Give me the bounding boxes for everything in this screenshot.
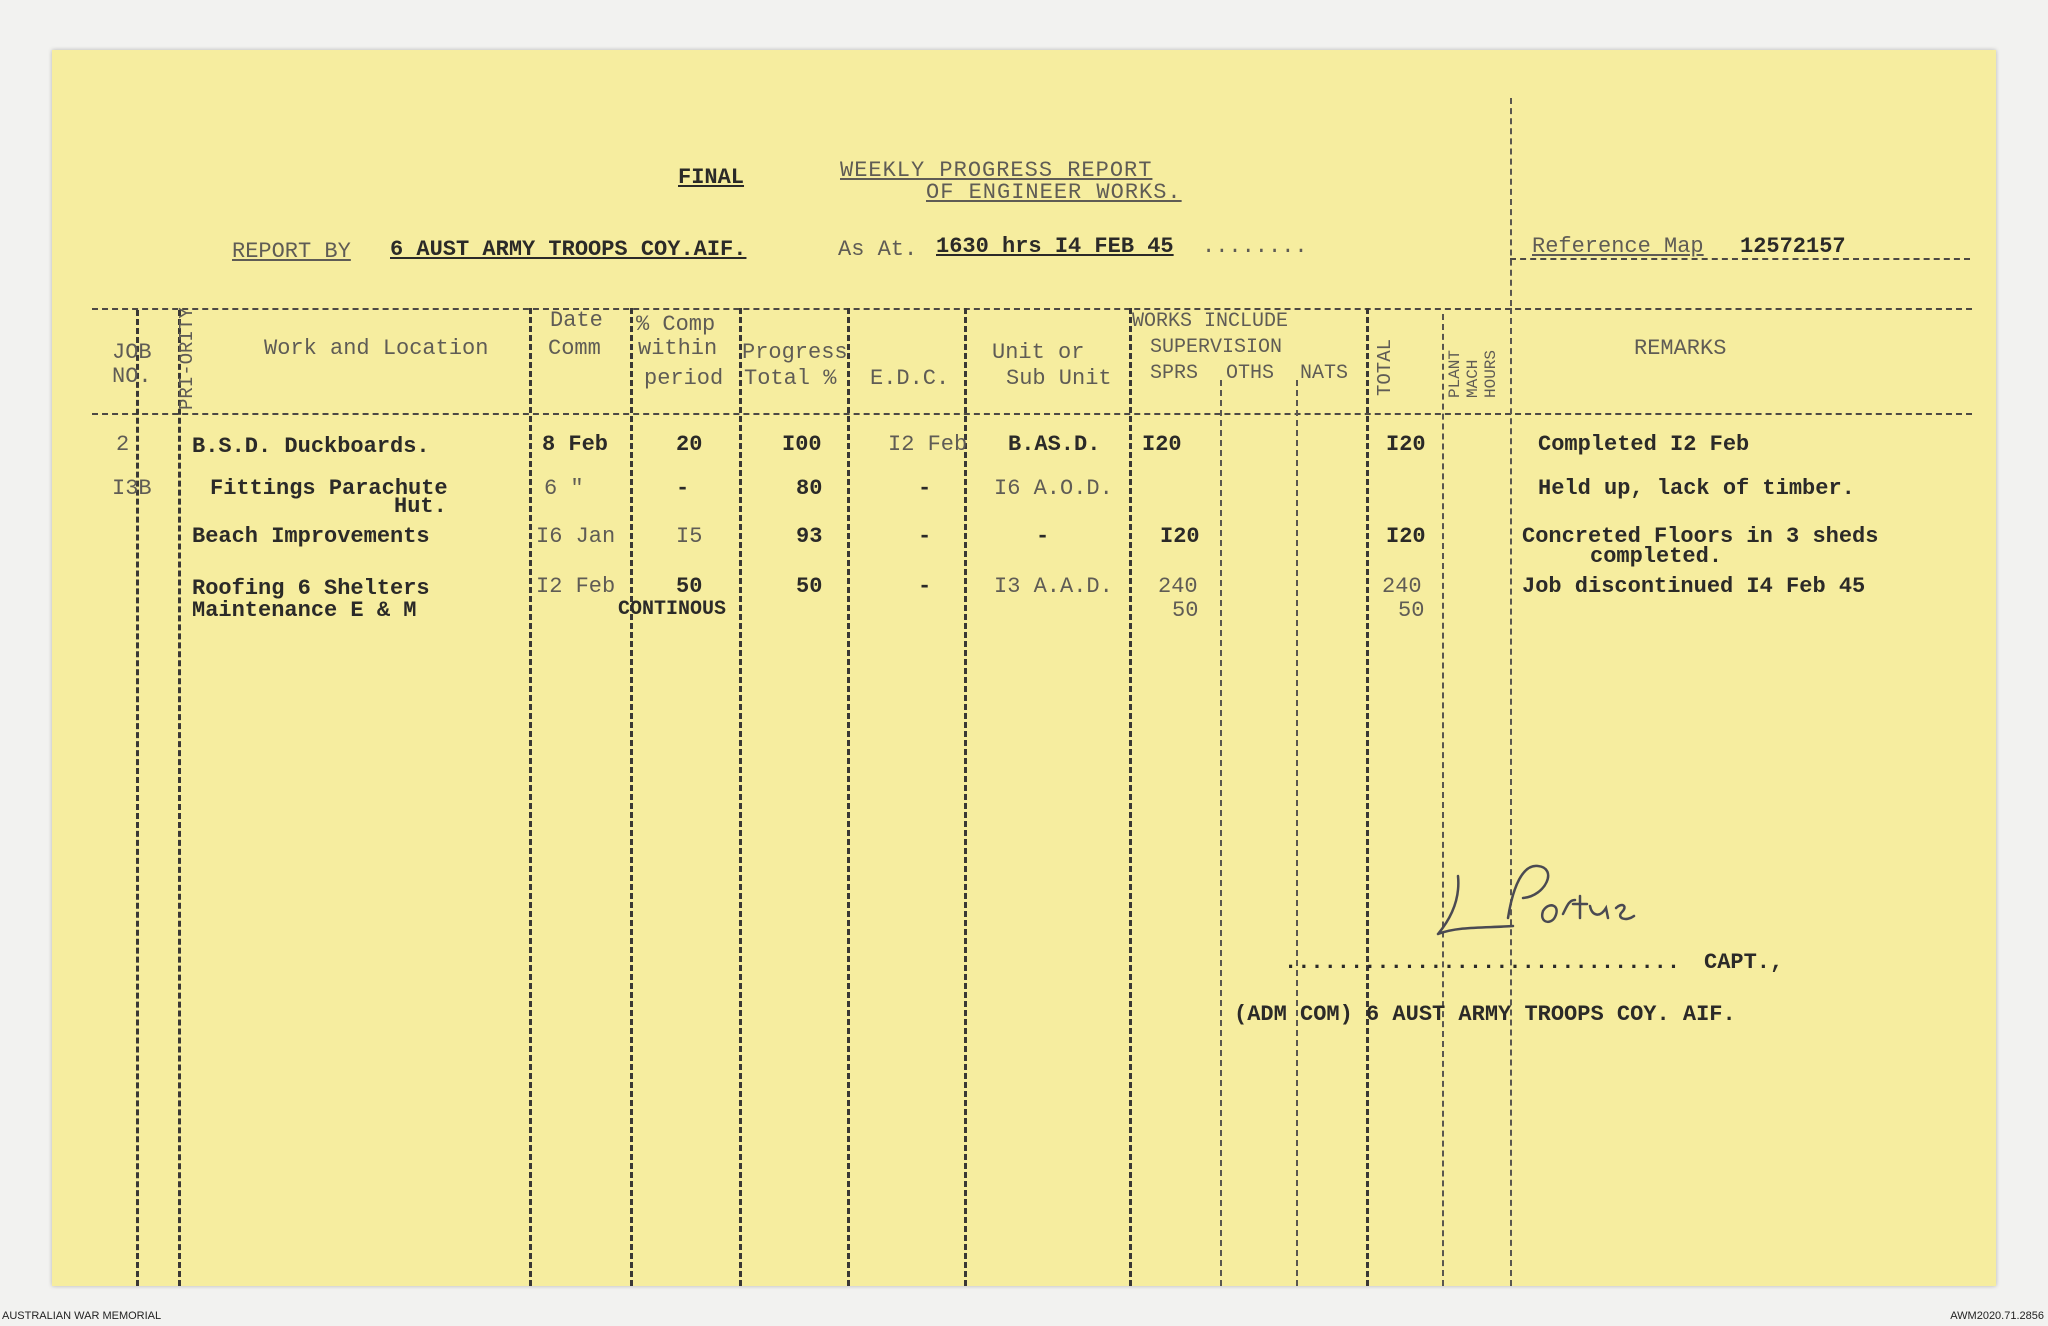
header-total-pct: Total % [744,366,837,391]
reference-divider [1510,98,1512,306]
header-comp: % Comp [636,312,716,337]
header-priority: PRI-ORITY [176,307,198,410]
row5-total: 50 [1398,598,1425,623]
signature-rank: CAPT., [1704,950,1784,975]
column-divider [1220,380,1222,1286]
row4-unit: I3 A.A.D. [994,574,1113,599]
header-unit-or: Unit or [992,340,1085,365]
row2-job: I3B [112,476,152,501]
column-divider [1510,308,1512,1286]
column-divider [136,310,139,1286]
row1-edc: I2 Feb [888,432,968,457]
header-sprs: SPRS [1150,362,1199,385]
header-sub-unit: Sub Unit [1006,366,1112,391]
row3-sprs: I20 [1160,524,1200,549]
table-top-rule [92,308,1972,310]
row4-date: I2 Feb [536,574,616,599]
row4-work: Roofing 6 Shelters [192,576,430,601]
row1-remarks: Completed I2 Feb [1538,432,1750,457]
row2-unit: I6 A.O.D. [994,476,1113,501]
row2-work: Fittings Parachute [210,476,448,501]
report-title-line2: OF ENGINEER WORKS. [926,180,1182,205]
header-remarks: REMARKS [1634,336,1727,361]
row3-remarks-cont: completed. [1590,544,1723,569]
row3-work: Beach Improvements [192,524,430,549]
header-period: period [644,366,724,391]
row1-date: 8 Feb [542,432,609,457]
column-divider [630,308,633,1286]
header-supervision: SUPERVISION [1150,336,1283,359]
signature-dots: .............................. [1284,950,1681,975]
document-page [52,50,1996,1286]
row2-edc: - [918,476,932,501]
row2-work-cont: Hut. [394,494,447,519]
as-at-dots: ........ [1202,234,1308,259]
header-edc: E.D.C. [870,366,950,391]
row4-total: 240 [1382,574,1422,599]
header-work: Work and Location [264,336,489,361]
row2-remarks: Held up, lack of timber. [1538,476,1855,501]
column-divider [739,308,742,1286]
column-divider [529,308,532,1286]
row1-unit: B.AS.D. [1008,432,1101,457]
column-divider [1296,380,1298,1286]
header-mach: MACH [1464,359,1482,398]
row3-comp: I5 [676,524,703,549]
row1-progress: I00 [782,432,822,457]
row1-work: B.S.D. Duckboards. [192,434,430,459]
row2-progress: 80 [796,476,823,501]
column-divider [1129,308,1132,1286]
row4-comp: 50 [676,574,703,599]
row1-comp: 20 [676,432,703,457]
column-divider [1442,314,1444,1286]
header-nats: NATS [1300,362,1349,385]
row1-job: 2 [116,432,130,457]
report-by-label: REPORT BY [232,239,351,264]
row4-edc: - [918,574,932,599]
row3-unit: - [1036,524,1050,549]
row3-remarks: Concreted Floors in 3 sheds [1522,524,1879,549]
header-works-include: WORKS INCLUDE [1132,310,1289,333]
reference-underline [1510,258,1970,260]
as-at-label: As At. [838,237,918,262]
table-header-rule [92,413,1972,415]
header-within: within [638,336,718,361]
row4-sprs: 240 [1158,574,1198,599]
header-hours: HOURS [1482,349,1500,398]
reference-map-value: 12572157 [1740,234,1846,259]
footer-accession-number: AWM2020.71.2856 [1950,1310,2044,1322]
row3-date: I6 Jan [536,524,616,549]
footer-archive-name: AUSTRALIAN WAR MEMORIAL [2,1310,162,1322]
row4-progress: 50 [796,574,823,599]
row2-date: 6 " [544,476,584,501]
as-at-value: 1630 hrs I4 FEB 45 [936,234,1174,259]
row3-progress: 93 [796,524,823,549]
row4-remarks: Job discontinued I4 Feb 45 [1522,574,1866,599]
row3-edc: - [918,524,932,549]
report-title-line1: WEEKLY PROGRESS REPORT [840,158,1153,183]
header-date: Date [550,308,603,333]
row2-comp: - [676,476,690,501]
header-total: TOTAL [1374,338,1396,396]
column-divider [178,310,181,1286]
report-by-unit: 6 AUST ARMY TROOPS COY.AIF. [390,237,747,262]
row3-total: I20 [1386,524,1426,549]
row1-total: I20 [1386,432,1426,457]
final-label: FINAL [678,165,745,190]
row5-work: Maintenance E & M [192,598,417,623]
header-no: NO. [112,364,152,389]
reference-map-label: Reference Map [1532,234,1704,259]
column-divider [1366,308,1369,1286]
column-divider [847,308,850,1286]
header-comm: Comm [548,336,601,361]
header-progress: Progress [742,340,848,365]
header-job: JOB [112,340,152,365]
row1-sprs: I20 [1142,432,1182,457]
handwritten-signature [1428,856,1748,951]
header-oths: OTHS [1226,362,1275,385]
header-plant: PLANT [1446,349,1464,398]
row5-sprs: 50 [1172,598,1199,623]
signature-unit-block: (ADM COM) 6 AUST ARMY TROOPS COY. AIF. [1234,1002,1736,1027]
row5-comp: CONTINOUS [618,598,727,621]
